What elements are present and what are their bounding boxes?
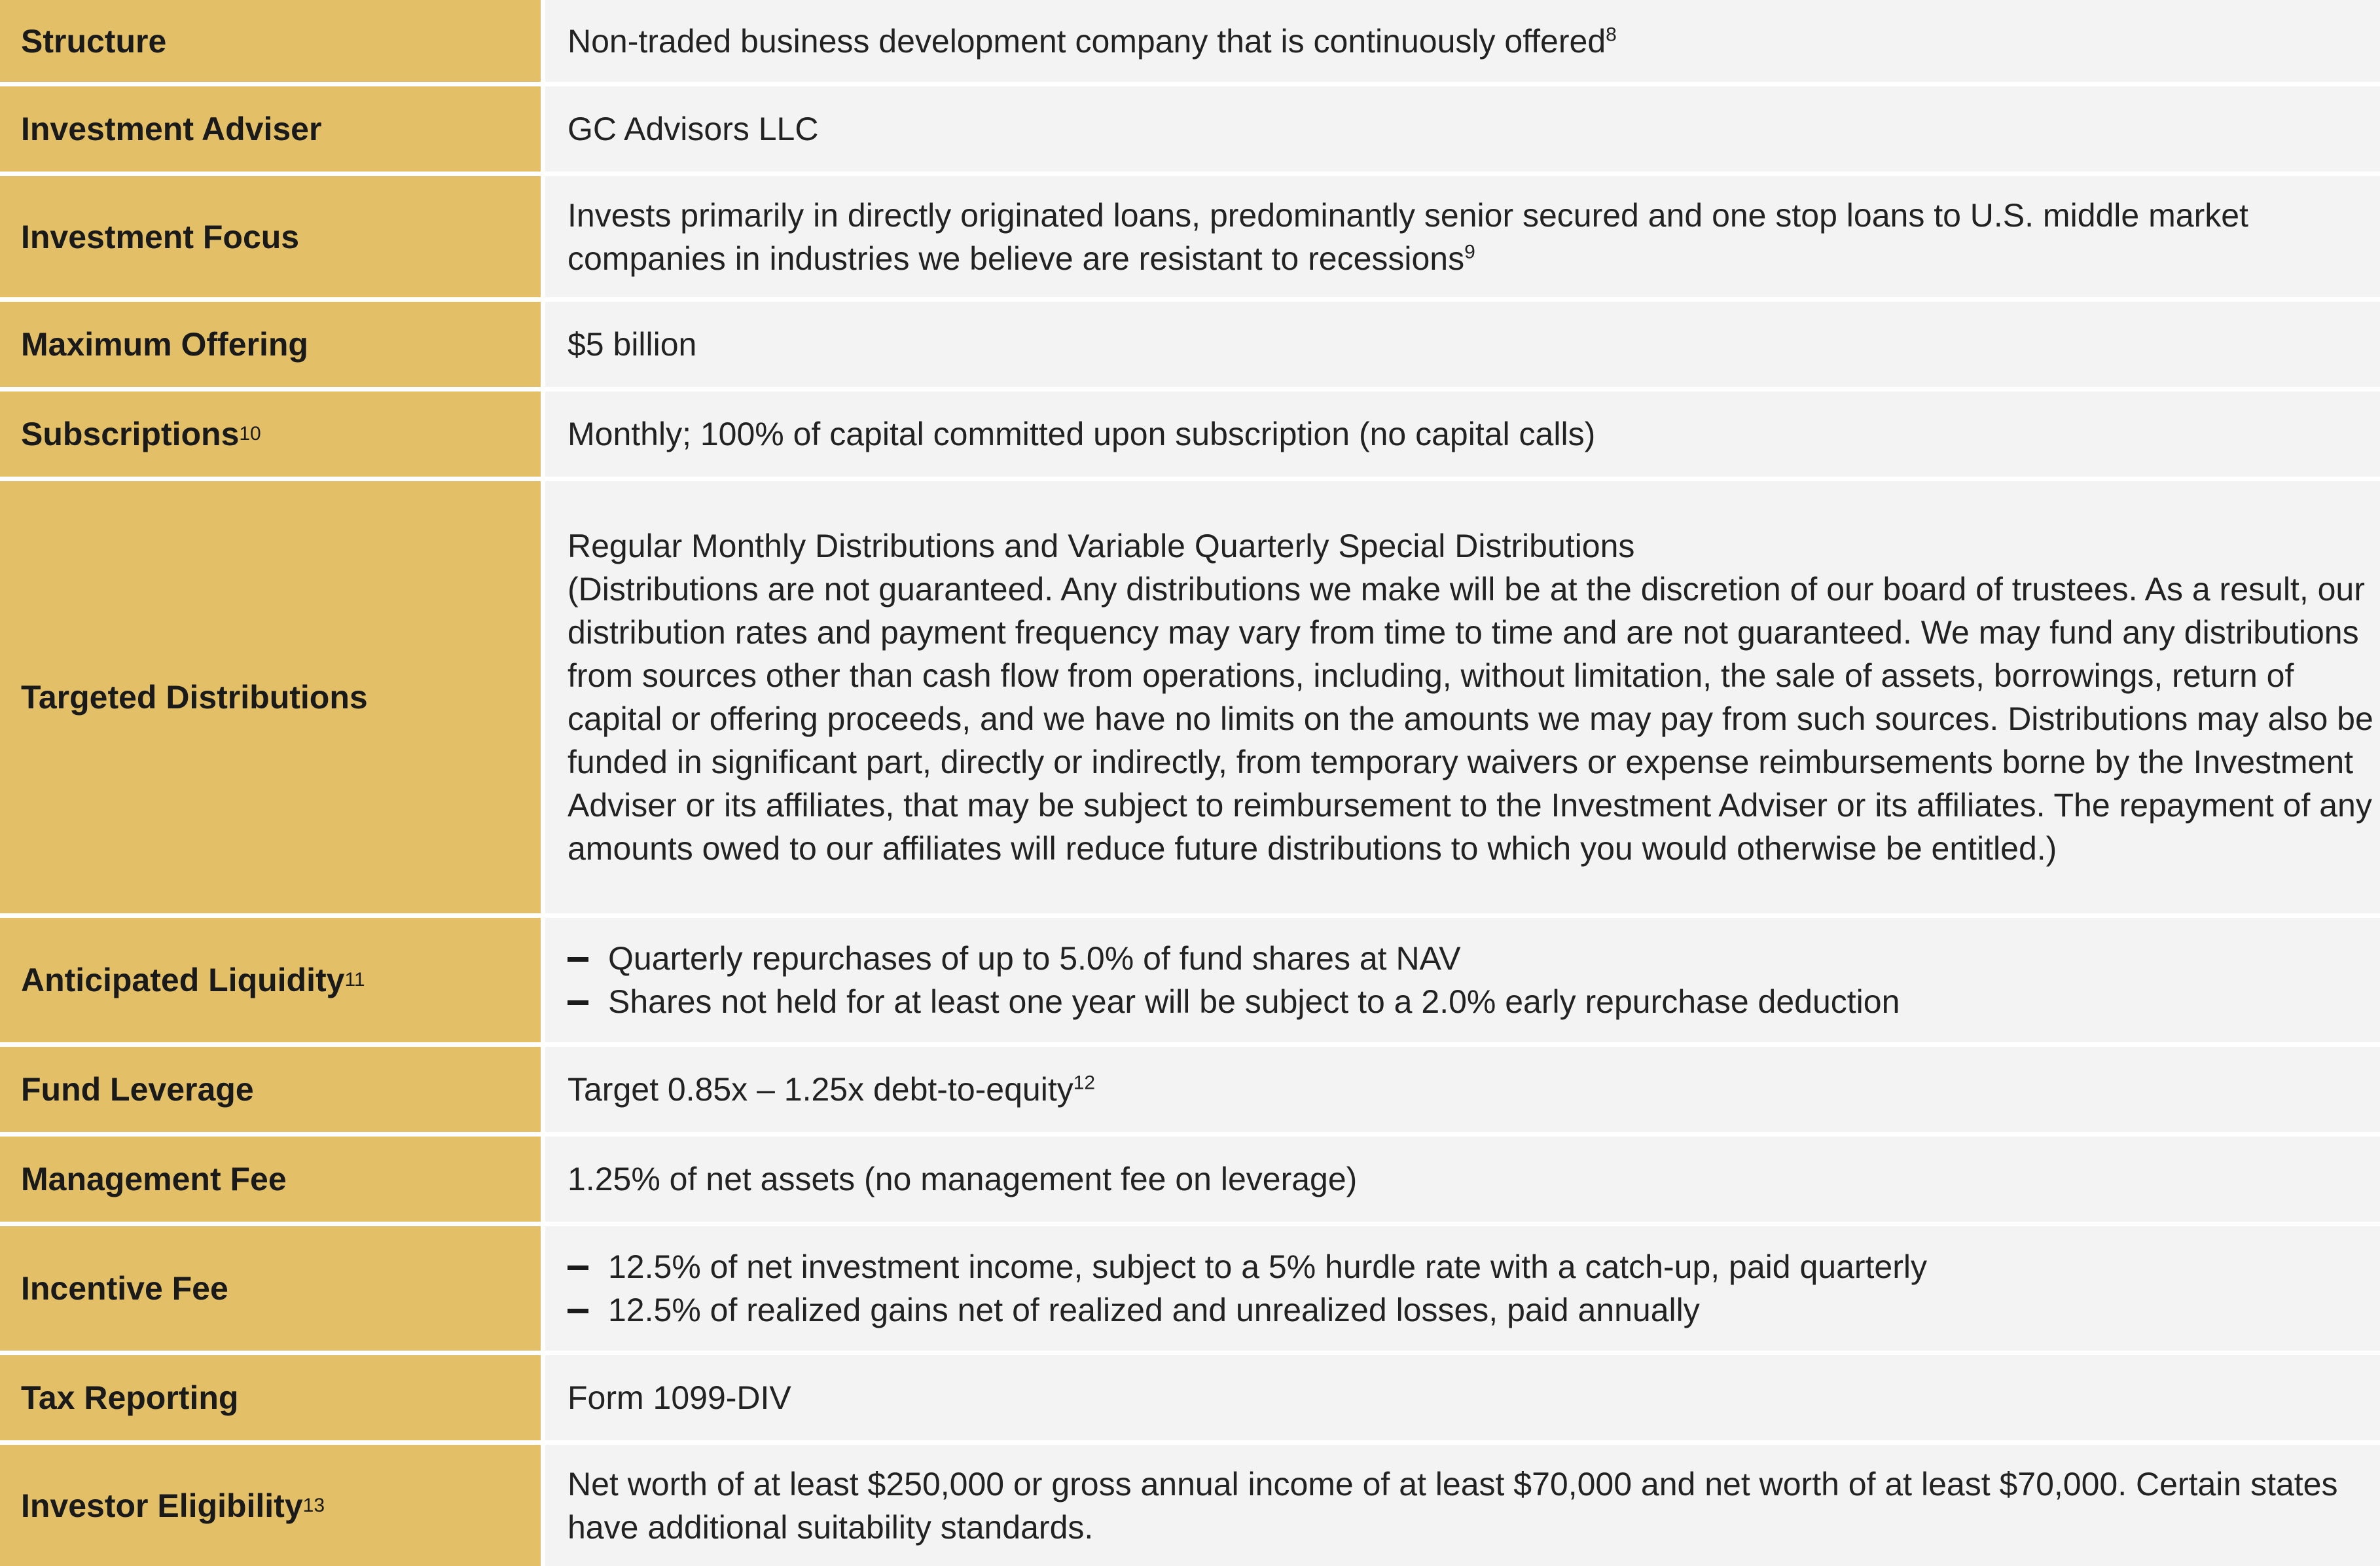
row-label-targeted-distributions xyxy=(0,481,541,913)
label-text: Tax Reporting xyxy=(21,1379,239,1416)
label-text: Targeted Distributions xyxy=(21,679,368,716)
label-text: Anticipated Liquidity xyxy=(21,962,345,998)
list-item xyxy=(568,937,2374,980)
row-label-investor-eligibility: Investor Eligibility 13 xyxy=(0,1445,541,1566)
row-value-structure xyxy=(545,0,2380,82)
value-heading: Regular Monthly Distributions and Variable Quarterly Special Distributions xyxy=(568,528,1635,564)
bullet-list xyxy=(568,937,2374,1023)
row-label-tax-reporting xyxy=(0,1355,541,1440)
row-value-fund-leverage xyxy=(545,1047,2380,1132)
row-label-incentive-fee xyxy=(0,1226,541,1351)
row-value-management-fee xyxy=(545,1137,2380,1222)
row-label-investment-adviser xyxy=(0,86,541,172)
row-value-investment-focus xyxy=(545,176,2380,297)
list-item xyxy=(568,980,2374,1023)
label-text: Management Fee xyxy=(21,1161,287,1197)
row-label-subscriptions: Subscriptions 10 xyxy=(0,392,541,477)
row-value-investment-adviser xyxy=(545,86,2380,172)
label-text: Structure xyxy=(21,22,167,60)
value-text: Non-traded business development company that is continuously offered xyxy=(568,22,1606,60)
list-item xyxy=(568,1245,2374,1288)
row-value-subscriptions xyxy=(545,392,2380,477)
list-item-text: 12.5% of realized gains net of realized and unrealized losses, paid annually xyxy=(608,1292,1700,1328)
label-text: Maximum Offering xyxy=(21,326,308,363)
dash-bullet-icon xyxy=(568,1266,588,1270)
dash-bullet-icon xyxy=(568,1000,588,1005)
dash-bullet-icon xyxy=(568,1309,588,1313)
bullet-list xyxy=(568,1245,2374,1332)
row-label-anticipated-liquidity: Anticipated Liquidity 11 xyxy=(0,918,541,1042)
value-text: $5 billion xyxy=(568,326,697,363)
value-text: Net worth of at least $250,000 or gross annual income of at least $70,000 and net worth of at least $70,000. Certain states have additional suitability standards. xyxy=(568,1465,2338,1546)
row-label-maximum-offering xyxy=(0,302,541,387)
footnote-marker: 12 xyxy=(1073,1072,1096,1094)
label-text: Fund Leverage xyxy=(21,1071,254,1108)
row-label-management-fee xyxy=(0,1137,541,1222)
value-text: GC Advisors LLC xyxy=(568,111,819,147)
list-item-text: Quarterly repurchases of up to 5.0% of fund shares at NAV xyxy=(608,940,1461,977)
label-text: Investment Adviser xyxy=(21,111,322,147)
value-text: Target 0.85x – 1.25x debt-to-equity xyxy=(568,1071,1073,1108)
footnote-marker: 8 xyxy=(1606,23,1617,45)
label-text: Investment Focus xyxy=(21,218,300,255)
row-label-investment-focus xyxy=(0,176,541,297)
row-value-anticipated-liquidity xyxy=(545,918,2380,1042)
row-label-fund-leverage xyxy=(0,1047,541,1132)
value-text: (Distributions are not guaranteed. Any distributions we make will be at the discretion of our board of trustees. As a result, our distribution rates and payment frequency may vary from time to time and are not guaranteed. We may fund any distributions from sources other than cash flow from operations, including, without limitation, the sale of assets, borrowings, return of capital or offering proceeds, and we have no limits on the amounts we may pay from such sources. Distributions may also be funded in significant part, directly or indirectly, from temporary waivers or expense reimbursements borne by the Investment Adviser or its affiliates, that may be subject to reimbursement to the Investment Adviser or its affiliates. The repayment of any amounts owed to our affiliates will reduce future distributions to which you would otherwise be entitled.) xyxy=(568,571,2373,867)
row-value-investor-eligibility xyxy=(545,1445,2380,1566)
row-value-incentive-fee xyxy=(545,1226,2380,1351)
label-text: Incentive Fee xyxy=(21,1270,228,1307)
label-text: Subscriptions xyxy=(21,416,240,452)
label-text: Investor Eligibility xyxy=(21,1487,303,1524)
row-label-structure xyxy=(0,0,541,82)
value-text: Invests primarily in directly originated loans, predominantly senior secured and one stop loans to U.S. middle market companies in industries we believe are resistant to recessions xyxy=(568,196,2248,277)
row-value-targeted-distributions xyxy=(545,481,2380,913)
value-text: Monthly; 100% of capital committed upon subscription (no capital calls) xyxy=(568,416,1596,452)
dash-bullet-icon xyxy=(568,957,588,962)
list-item xyxy=(568,1288,2374,1332)
list-item-text: Shares not held for at least one year will be subject to a 2.0% early repurchase deduction xyxy=(608,983,1900,1020)
row-value-tax-reporting xyxy=(545,1355,2380,1440)
row-value-maximum-offering xyxy=(545,302,2380,387)
footnote-marker: 9 xyxy=(1464,240,1475,263)
value-text: Form 1099-DIV xyxy=(568,1379,791,1416)
value-text: 1.25% of net assets (no management fee on leverage) xyxy=(568,1161,1358,1197)
list-item-text: 12.5% of net investment income, subject to a 5% hurdle rate with a catch-up, paid quarterly xyxy=(608,1248,1927,1285)
